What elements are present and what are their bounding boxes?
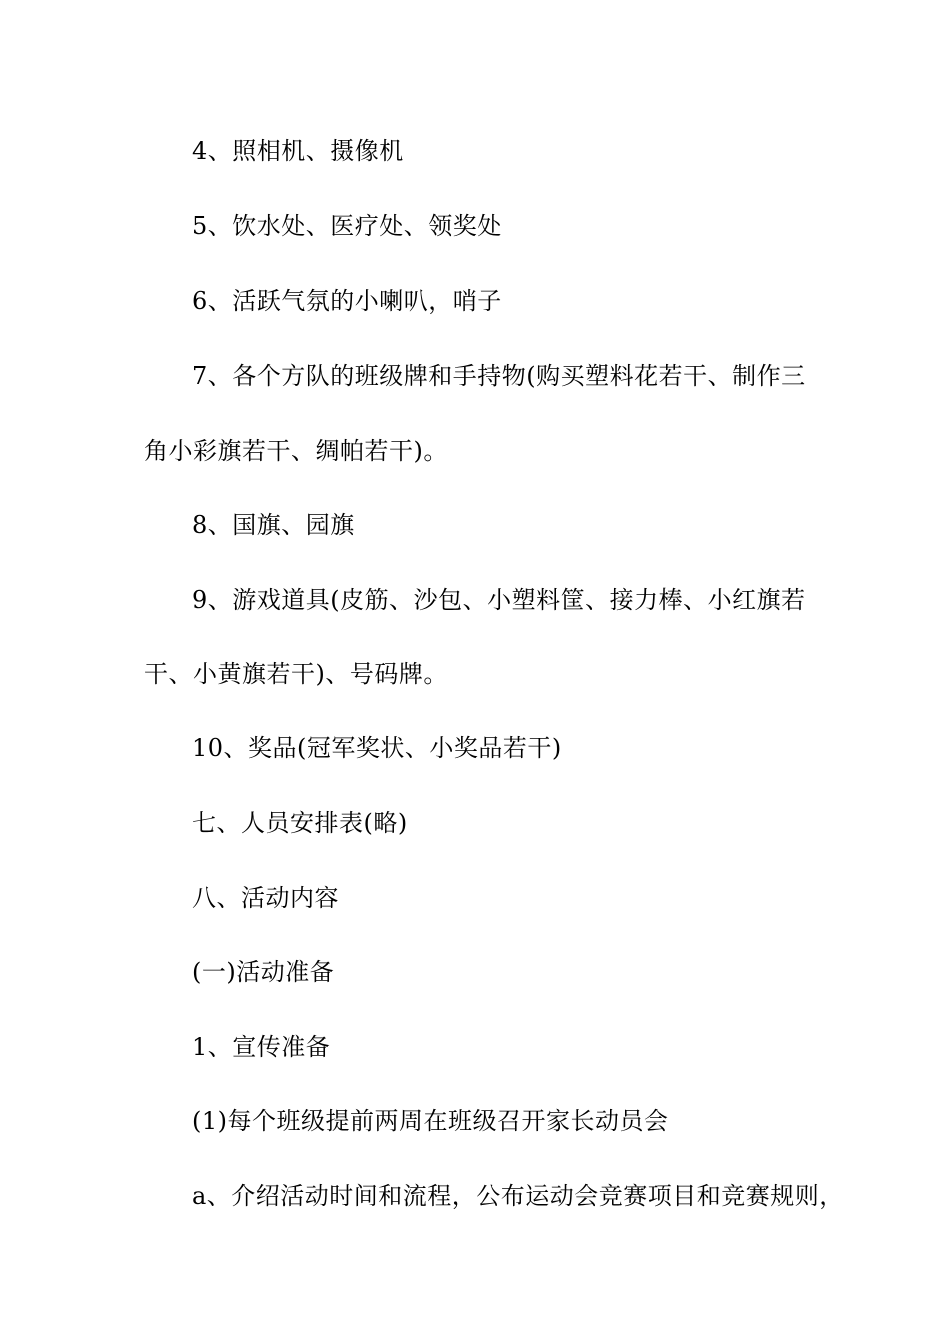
list-item-camera: 4、照相机、摄像机 [192,137,404,165]
list-item-horn-whistle: 6、活跃气氛的小喇叭，哨子 [192,287,502,315]
list-item-game-props: 9、游戏道具(皮筋、沙包、小塑料筐、接力棒、小红旗若 [192,586,806,614]
list-item-stations: 5、饮水处、医疗处、领奖处 [192,212,502,240]
section-heading-content: 八、活动内容 [192,884,339,912]
list-item-game-props-continued: 干、小黄旗若干)、号码牌。 [144,660,448,688]
list-item-class-signs-continued: 角小彩旗若干、绸帕若干)。 [144,437,448,465]
list-item-flags: 8、国旗、园旗 [192,511,355,539]
list-item-class-signs: 7、各个方队的班级牌和手持物(购买塑料花若干、制作三 [192,362,806,390]
section-heading-staff: 七、人员安排表(略) [192,809,408,837]
paragraph-introduce-activity: a、介绍活动时间和流程，公布运动会竞赛项目和竞赛规则， [192,1182,844,1210]
list-item-prizes: 10、奖品(冠军奖状、小奖品若干) [192,734,562,762]
paragraph-parent-meeting: (1)每个班级提前两周在班级召开家长动员会 [192,1107,669,1135]
subsection-heading-preparation: (一)活动准备 [192,958,335,986]
subsection-heading-publicity: 1、宣传准备 [192,1033,331,1061]
